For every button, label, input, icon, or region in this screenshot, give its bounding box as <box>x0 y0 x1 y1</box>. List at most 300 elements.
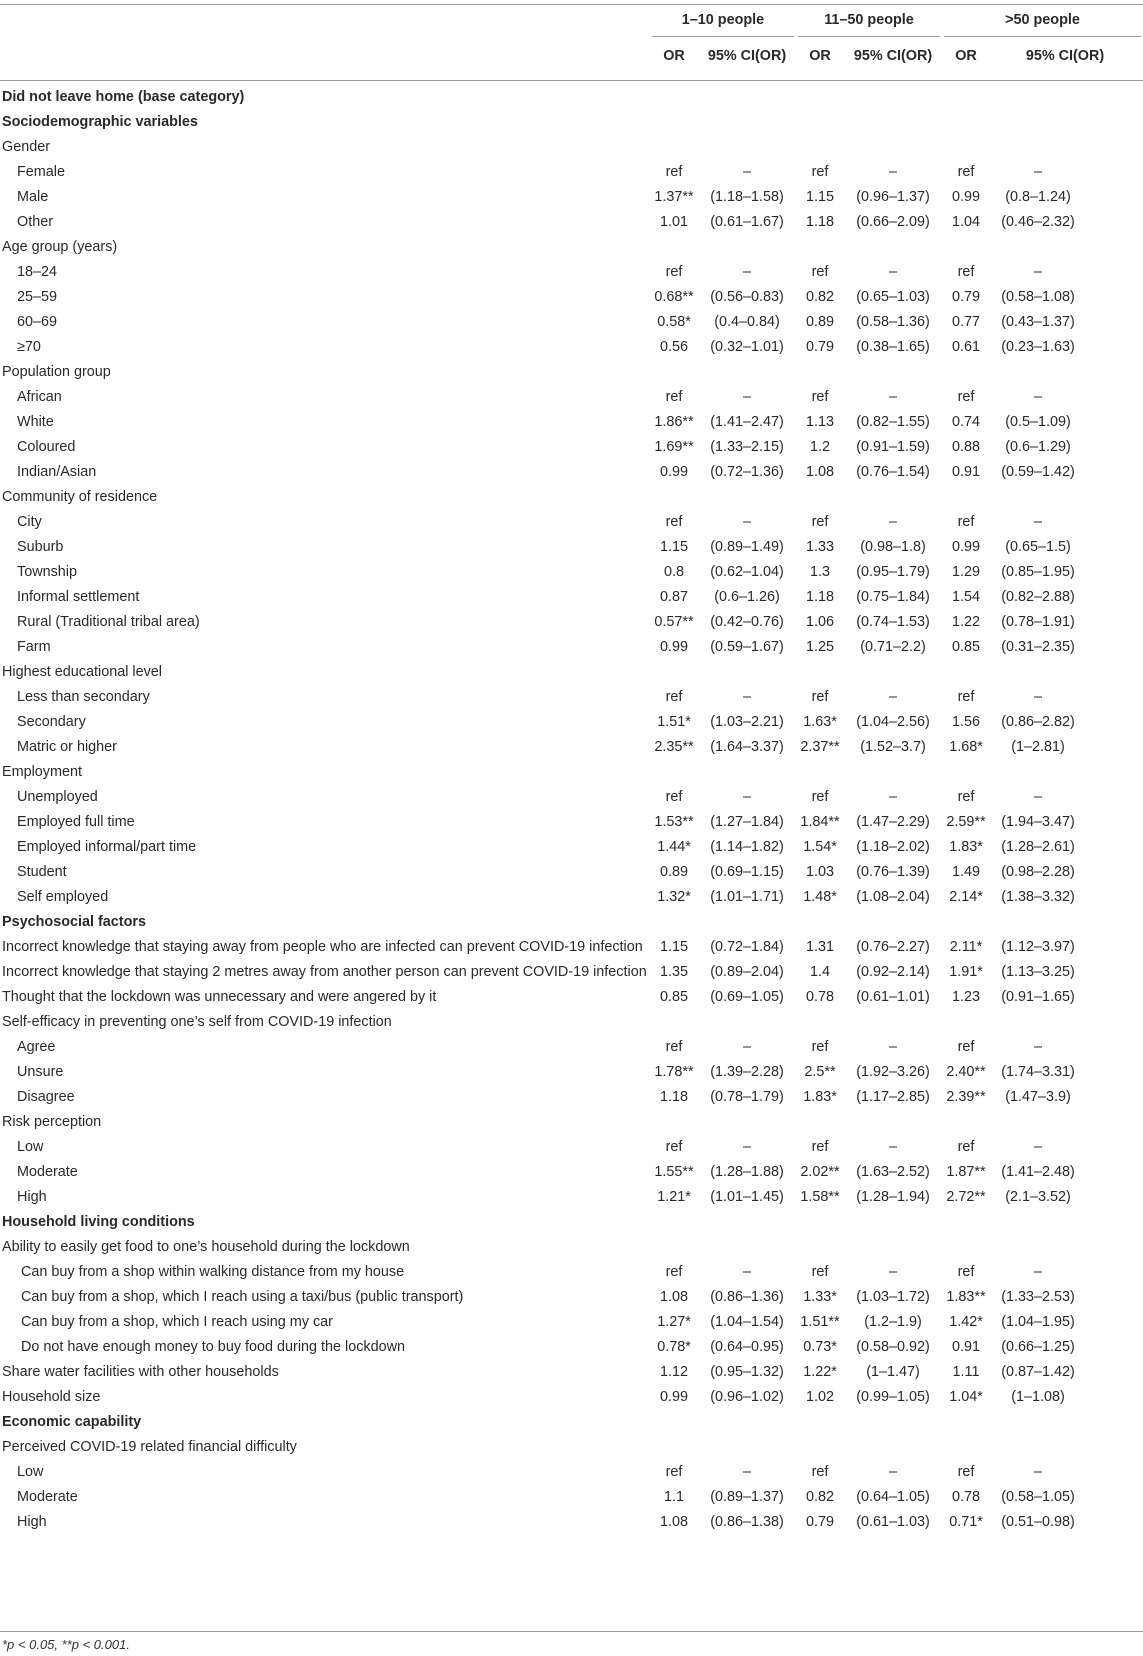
confidence-interval-cell: (0.86–1.36) <box>710 1289 784 1305</box>
confidence-interval-cell: (1.28–1.94) <box>856 1189 930 1205</box>
odds-ratio-cell: 1.08 <box>659 1289 688 1305</box>
confidence-interval-cell: (0.72–1.84) <box>710 939 784 955</box>
confidence-interval-cell: (1.04–1.95) <box>1001 1314 1075 1330</box>
odds-ratio-cell: 0.99 <box>951 539 980 555</box>
odds-ratio-cell: ref <box>957 264 975 280</box>
table-row <box>0 860 1143 885</box>
confidence-interval-cell: (0.71–2.2) <box>860 639 926 655</box>
confidence-interval-cell: (0.59–1.42) <box>1001 464 1075 480</box>
confidence-interval-cell: (1.12–3.97) <box>1001 939 1075 955</box>
odds-ratio-cell: ref <box>957 1464 975 1480</box>
odds-ratio-cell: ref <box>665 789 683 805</box>
odds-ratio-cell: 0.79 <box>805 1514 834 1530</box>
table-row <box>0 985 1143 1010</box>
col-header-or: OR <box>663 48 685 64</box>
odds-ratio-cell: 0.88 <box>951 439 980 455</box>
confidence-interval-cell: – <box>1033 1264 1042 1280</box>
confidence-interval-cell: (1.39–2.28) <box>710 1064 784 1080</box>
row-label: Township <box>17 564 77 580</box>
confidence-interval-cell: – <box>888 689 897 705</box>
confidence-interval-cell: (0.66–1.25) <box>1001 1339 1075 1355</box>
odds-ratio-cell: 1.08 <box>805 464 834 480</box>
confidence-interval-cell: (0.56–0.83) <box>710 289 784 305</box>
table-row <box>0 960 1143 985</box>
odds-ratio-cell: 2.37** <box>800 739 840 755</box>
odds-ratio-cell: 1.29 <box>951 564 980 580</box>
confidence-interval-cell: – <box>742 1264 751 1280</box>
confidence-interval-cell: (0.76–2.27) <box>856 939 930 955</box>
odds-ratio-cell: 1.03 <box>805 864 834 880</box>
row-label: Highest educational level <box>2 664 162 680</box>
group-header-over-50: >50 people <box>1005 12 1080 28</box>
odds-ratio-cell: ref <box>665 164 683 180</box>
table-row <box>0 1260 1143 1285</box>
odds-ratio-cell: ref <box>811 264 829 280</box>
odds-ratio-cell: 1.27* <box>657 1314 691 1330</box>
row-label: Employed full time <box>17 814 135 830</box>
odds-ratio-cell: 0.91 <box>951 464 980 480</box>
odds-ratio-cell: ref <box>811 1464 829 1480</box>
confidence-interval-cell: – <box>742 164 751 180</box>
table-row <box>0 910 1143 935</box>
table-row <box>0 1085 1143 1110</box>
row-label: City <box>17 514 42 530</box>
row-label: Can buy from a shop, which I reach using my car <box>21 1314 333 1330</box>
table-row <box>0 435 1143 460</box>
confidence-interval-cell: (0.89–1.49) <box>710 539 784 555</box>
table-row <box>0 1135 1143 1160</box>
confidence-interval-cell: (1.27–1.84) <box>710 814 784 830</box>
row-label: White <box>17 414 54 430</box>
table-row <box>0 1285 1143 1310</box>
odds-ratio-cell: ref <box>811 164 829 180</box>
confidence-interval-cell: (0.6–1.29) <box>1005 439 1071 455</box>
odds-ratio-cell: ref <box>665 514 683 530</box>
bottom-rule <box>0 1631 1143 1632</box>
odds-ratio-cell: 2.11* <box>949 939 983 955</box>
odds-ratio-cell: ref <box>665 1039 683 1055</box>
odds-ratio-cell: 1.51** <box>800 1314 840 1330</box>
col-header-or: OR <box>955 48 977 64</box>
table-row <box>0 510 1143 535</box>
table-row <box>0 760 1143 785</box>
confidence-interval-cell: (0.87–1.42) <box>1001 1364 1075 1380</box>
odds-ratio-cell: 1.08 <box>659 1514 688 1530</box>
odds-ratio-cell: ref <box>665 389 683 405</box>
odds-ratio-cell: 1.12 <box>659 1364 688 1380</box>
section-heading: Sociodemographic variables <box>2 114 198 130</box>
confidence-interval-cell: (1.74–3.31) <box>1001 1064 1075 1080</box>
row-label: Matric or higher <box>17 739 117 755</box>
odds-ratio-cell: 1.23 <box>951 989 980 1005</box>
confidence-interval-cell: (1–1.08) <box>1011 1389 1065 1405</box>
odds-ratio-cell: 0.82 <box>805 1489 834 1505</box>
table-row <box>0 1310 1143 1335</box>
table-row <box>0 210 1143 235</box>
odds-ratio-cell: 2.5** <box>804 1064 836 1080</box>
confidence-interval-cell: (0.32–1.01) <box>710 339 784 355</box>
odds-ratio-cell: ref <box>811 789 829 805</box>
table-row <box>0 1210 1143 1235</box>
odds-ratio-cell: 1.68* <box>949 739 983 755</box>
odds-ratio-cell: 1.01 <box>659 214 688 230</box>
confidence-interval-cell: – <box>1033 689 1042 705</box>
col-header-or: OR <box>809 48 831 64</box>
col-header-ci: 95% CI(OR) <box>853 48 933 64</box>
odds-ratio-cell: ref <box>811 689 829 705</box>
table-row <box>0 1160 1143 1185</box>
confidence-interval-cell: (1.47–3.9) <box>1005 1089 1071 1105</box>
table-row <box>0 385 1143 410</box>
confidence-interval-cell: (1.38–3.32) <box>1001 889 1075 905</box>
odds-ratio-cell: ref <box>665 1139 683 1155</box>
row-label: 25–59 <box>17 289 58 305</box>
confidence-interval-cell: (0.43–1.37) <box>1001 314 1075 330</box>
confidence-interval-cell: (1.52–3.7) <box>860 739 926 755</box>
confidence-interval-cell: (0.91–1.59) <box>856 439 930 455</box>
confidence-interval-cell: – <box>888 1039 897 1055</box>
confidence-interval-cell: (0.96–1.37) <box>856 189 930 205</box>
confidence-interval-cell: (0.4–0.84) <box>714 314 780 330</box>
odds-ratio-cell: 1.83* <box>803 1089 837 1105</box>
section-heading: Household living conditions <box>2 1214 195 1230</box>
odds-ratio-cell: 0.57** <box>654 614 694 630</box>
group-header-1-10: 1–10 people <box>681 12 765 28</box>
odds-ratio-cell: 0.56 <box>659 339 688 355</box>
odds-ratio-cell: ref <box>665 1264 683 1280</box>
row-label: Community of residence <box>2 489 158 505</box>
odds-ratio-cell: 1.1 <box>663 1489 684 1505</box>
confidence-interval-cell: (0.51–0.98) <box>1001 1514 1075 1530</box>
odds-ratio-cell: 0.99 <box>951 189 980 205</box>
row-label: Risk perception <box>2 1114 102 1130</box>
odds-ratio-cell: 1.42* <box>949 1314 983 1330</box>
confidence-interval-cell: – <box>888 789 897 805</box>
confidence-interval-cell: (0.98–1.8) <box>860 539 926 555</box>
table-row <box>0 885 1143 910</box>
confidence-interval-cell: (0.61–1.03) <box>856 1514 930 1530</box>
odds-ratio-cell: 2.39** <box>946 1089 986 1105</box>
table-row <box>0 735 1143 760</box>
odds-ratio-cell: 1.58** <box>800 1189 840 1205</box>
odds-ratio-cell: 1.25 <box>805 639 834 655</box>
confidence-interval-cell: (0.66–2.09) <box>856 214 930 230</box>
confidence-interval-cell: (1.01–1.45) <box>710 1189 784 1205</box>
row-label: Can buy from a shop, which I reach using a taxi/bus (public transport) <box>21 1289 464 1305</box>
section-heading: Psychosocial factors <box>2 914 146 930</box>
confidence-interval-cell: (0.58–1.08) <box>1001 289 1075 305</box>
odds-ratio-cell: 1.18 <box>659 1089 688 1105</box>
odds-ratio-cell: ref <box>957 1139 975 1155</box>
confidence-interval-cell: (0.92–2.14) <box>856 964 930 980</box>
odds-ratio-cell: 1.18 <box>805 214 834 230</box>
odds-ratio-cell: 0.71* <box>949 1514 983 1530</box>
col-header-ci: 95% CI(OR) <box>1025 48 1105 64</box>
odds-ratio-cell: 1.56 <box>951 714 980 730</box>
table-row <box>0 585 1143 610</box>
odds-ratio-cell: 0.89 <box>805 314 834 330</box>
odds-ratio-cell: 2.02** <box>800 1164 840 1180</box>
table-row <box>0 785 1143 810</box>
table-row <box>0 1185 1143 1210</box>
odds-ratio-cell: 1.33* <box>803 1289 837 1305</box>
table-row <box>0 1485 1143 1510</box>
confidence-interval-cell: (1.92–3.26) <box>856 1064 930 1080</box>
row-label: Population group <box>2 364 111 380</box>
row-label: ≥70 <box>17 339 41 355</box>
odds-ratio-cell: ref <box>957 164 975 180</box>
table-row <box>0 660 1143 685</box>
confidence-interval-cell: (1.64–3.37) <box>710 739 784 755</box>
odds-ratio-cell: 0.78 <box>951 1489 980 1505</box>
odds-ratio-cell: 1.48* <box>803 889 837 905</box>
row-label: Household size <box>2 1389 101 1405</box>
odds-ratio-cell: 0.68** <box>654 289 694 305</box>
confidence-interval-cell: (0.82–2.88) <box>1001 589 1075 605</box>
confidence-interval-cell: (0.61–1.01) <box>856 989 930 1005</box>
confidence-interval-cell: – <box>888 1264 897 1280</box>
confidence-interval-cell: (0.64–0.95) <box>710 1339 784 1355</box>
confidence-interval-cell: (0.76–1.54) <box>856 464 930 480</box>
confidence-interval-cell: (1.47–2.29) <box>856 814 930 830</box>
odds-ratio-cell: 1.78** <box>654 1064 694 1080</box>
row-label: Low <box>17 1139 44 1155</box>
row-label: African <box>17 389 62 405</box>
confidence-interval-cell: (0.69–1.15) <box>710 864 784 880</box>
odds-ratio-cell: 1.63* <box>803 714 837 730</box>
confidence-interval-cell: (0.58–1.36) <box>856 314 930 330</box>
row-label: Can buy from a shop within walking distance from my house <box>21 1264 405 1280</box>
table-row <box>0 1435 1143 1460</box>
confidence-interval-cell: (0.78–1.79) <box>710 1089 784 1105</box>
confidence-interval-cell: (2.1–3.52) <box>1005 1189 1071 1205</box>
confidence-interval-cell: – <box>888 164 897 180</box>
odds-ratio-cell: 1.15 <box>659 939 688 955</box>
odds-ratio-cell: ref <box>957 689 975 705</box>
row-label: Female <box>17 164 65 180</box>
odds-ratio-cell: 1.2 <box>809 439 830 455</box>
confidence-interval-cell: (0.58–0.92) <box>856 1339 930 1355</box>
confidence-interval-cell: (0.38–1.65) <box>856 339 930 355</box>
row-label: Perceived COVID-19 related financial difficulty <box>2 1439 297 1455</box>
confidence-interval-cell: (0.76–1.39) <box>856 864 930 880</box>
group-rule-3 <box>944 36 1141 37</box>
odds-ratio-cell: 1.13 <box>805 414 834 430</box>
confidence-interval-cell: (0.59–1.67) <box>710 639 784 655</box>
odds-ratio-cell: 1.44* <box>657 839 691 855</box>
odds-ratio-cell: 0.77 <box>951 314 980 330</box>
table-row <box>0 1235 1143 1260</box>
confidence-interval-cell: (1.08–2.04) <box>856 889 930 905</box>
row-label: Thought that the lockdown was unnecessary and were angered by it <box>2 989 437 1005</box>
confidence-interval-cell: – <box>742 1039 751 1055</box>
confidence-interval-cell: (0.95–1.79) <box>856 564 930 580</box>
confidence-interval-cell: – <box>742 514 751 530</box>
confidence-interval-cell: (1.14–1.82) <box>710 839 784 855</box>
table-row <box>0 160 1143 185</box>
odds-ratio-cell: 0.87 <box>659 589 688 605</box>
odds-ratio-cell: 1.54 <box>951 589 980 605</box>
confidence-interval-cell: (1.2–1.9) <box>864 1314 922 1330</box>
confidence-interval-cell: (1.41–2.48) <box>1001 1164 1075 1180</box>
odds-ratio-cell: ref <box>665 689 683 705</box>
table-row <box>0 1010 1143 1035</box>
odds-ratio-cell: 1.53** <box>654 814 694 830</box>
odds-ratio-cell: 1.4 <box>809 964 830 980</box>
confidence-interval-cell: (1.18–2.02) <box>856 839 930 855</box>
row-label: Suburb <box>17 539 64 555</box>
confidence-interval-cell: (1.28–1.88) <box>710 1164 784 1180</box>
table-row <box>0 1060 1143 1085</box>
confidence-interval-cell: – <box>1033 514 1042 530</box>
confidence-interval-cell: (0.86–1.38) <box>710 1514 784 1530</box>
odds-ratio-cell: ref <box>811 1039 829 1055</box>
confidence-interval-cell: (0.5–1.09) <box>1005 414 1071 430</box>
confidence-interval-cell: (0.65–1.5) <box>1005 539 1071 555</box>
table-row <box>0 1110 1143 1135</box>
row-label: Self-efficacy in preventing one’s self from COVID-19 infection <box>2 1014 392 1030</box>
confidence-interval-cell: (0.62–1.04) <box>710 564 784 580</box>
confidence-interval-cell: (0.58–1.05) <box>1001 1489 1075 1505</box>
table-row <box>0 535 1143 560</box>
col-header-ci: 95% CI(OR) <box>707 48 787 64</box>
odds-ratio-cell: 0.78* <box>657 1339 691 1355</box>
confidence-interval-cell: (1–2.81) <box>1011 739 1065 755</box>
row-label: Other <box>17 214 53 230</box>
group-rule-2 <box>798 36 940 37</box>
confidence-interval-cell: (1.33–2.53) <box>1001 1289 1075 1305</box>
odds-ratio-cell: 1.86** <box>654 414 694 430</box>
table-row <box>0 185 1143 210</box>
confidence-interval-cell: (1.13–3.25) <box>1001 964 1075 980</box>
table-row <box>0 935 1143 960</box>
confidence-interval-cell: – <box>742 1464 751 1480</box>
table-row <box>0 1335 1143 1360</box>
odds-ratio-cell: 1.04* <box>949 1389 983 1405</box>
odds-ratio-cell: 0.74 <box>951 414 980 430</box>
odds-ratio-cell: 0.99 <box>659 1389 688 1405</box>
confidence-interval-cell: – <box>1033 389 1042 405</box>
row-label: Self employed <box>17 889 109 905</box>
confidence-interval-cell: (1.63–2.52) <box>856 1164 930 1180</box>
table-row <box>0 360 1143 385</box>
odds-ratio-cell: 1.55** <box>654 1164 694 1180</box>
odds-ratio-cell: 2.59** <box>946 814 986 830</box>
confidence-interval-cell: (1.01–1.71) <box>710 889 784 905</box>
odds-ratio-cell: 0.79 <box>951 289 980 305</box>
confidence-interval-cell: (1–1.47) <box>866 1364 920 1380</box>
confidence-interval-cell: (0.74–1.53) <box>856 614 930 630</box>
footnote: *p < 0.05, **p < 0.001. <box>2 1637 130 1652</box>
table-row <box>0 285 1143 310</box>
row-label: Less than secondary <box>17 689 150 705</box>
confidence-interval-cell: – <box>742 389 751 405</box>
confidence-interval-cell: (0.89–2.04) <box>710 964 784 980</box>
table-row <box>0 635 1143 660</box>
row-label: Incorrect knowledge that staying away from people who are infected can prevent COVID-19 infection <box>2 939 643 955</box>
row-label: 60–69 <box>17 314 58 330</box>
odds-ratio-cell: 1.31 <box>805 939 834 955</box>
odds-ratio-cell: 1.21* <box>657 1189 691 1205</box>
confidence-interval-cell: (0.64–1.05) <box>856 1489 930 1505</box>
row-label: High <box>17 1189 47 1205</box>
table-row <box>0 710 1143 735</box>
odds-ratio-cell: ref <box>811 1139 829 1155</box>
table-row <box>0 1360 1143 1385</box>
group-header-11-50: 11–50 people <box>824 12 914 28</box>
confidence-interval-cell: (0.23–1.63) <box>1001 339 1075 355</box>
confidence-interval-cell: (0.78–1.91) <box>1001 614 1075 630</box>
confidence-interval-cell: (1.04–1.54) <box>710 1314 784 1330</box>
odds-ratio-cell: 1.32* <box>657 889 691 905</box>
confidence-interval-cell: (0.89–1.37) <box>710 1489 784 1505</box>
row-label: Incorrect knowledge that staying 2 metres away from another person can prevent COVID-19 infection <box>2 964 647 980</box>
row-label: Share water facilities with other households <box>2 1364 279 1380</box>
odds-ratio-cell: 1.3 <box>809 564 830 580</box>
odds-ratio-cell: 0.99 <box>659 464 688 480</box>
confidence-interval-cell: (0.99–1.05) <box>856 1389 930 1405</box>
odds-ratio-cell: 1.15 <box>805 189 834 205</box>
confidence-interval-cell: – <box>1033 1039 1042 1055</box>
odds-ratio-cell: 0.78 <box>805 989 834 1005</box>
confidence-interval-cell: (1.18–1.58) <box>710 189 784 205</box>
table-row <box>0 610 1143 635</box>
row-label: Agree <box>17 1039 56 1055</box>
odds-ratio-cell: 1.35 <box>659 964 688 980</box>
row-label: Informal settlement <box>17 589 140 605</box>
odds-ratio-cell: 1.83* <box>949 839 983 855</box>
confidence-interval-cell: (1.41–2.47) <box>710 414 784 430</box>
confidence-interval-cell: (1.17–2.85) <box>856 1089 930 1105</box>
row-label: 18–24 <box>17 264 58 280</box>
confidence-interval-cell: (0.91–1.65) <box>1001 989 1075 1005</box>
confidence-interval-cell: (0.6–1.26) <box>714 589 780 605</box>
table-row <box>0 685 1143 710</box>
row-label: Coloured <box>17 439 76 455</box>
confidence-interval-cell: – <box>888 1139 897 1155</box>
row-label: Moderate <box>17 1164 78 1180</box>
confidence-interval-cell: – <box>742 1139 751 1155</box>
odds-ratio-cell: 1.49 <box>951 864 980 880</box>
odds-ratio-cell: 1.54* <box>803 839 837 855</box>
table-row <box>0 410 1143 435</box>
odds-ratio-cell: 1.83** <box>946 1289 986 1305</box>
row-label: Student <box>17 864 67 880</box>
table-row <box>0 335 1143 360</box>
odds-ratio-cell: 2.72** <box>946 1189 986 1205</box>
odds-ratio-cell: 1.04 <box>951 214 980 230</box>
confidence-interval-cell: (0.65–1.03) <box>856 289 930 305</box>
confidence-interval-cell: (0.75–1.84) <box>856 589 930 605</box>
odds-ratio-cell: 1.22 <box>951 614 980 630</box>
odds-ratio-cell: 0.61 <box>951 339 980 355</box>
confidence-interval-cell: (0.95–1.32) <box>710 1364 784 1380</box>
table-row <box>0 1410 1143 1435</box>
odds-ratio-cell: 1.33 <box>805 539 834 555</box>
row-label: Male <box>17 189 49 205</box>
table-row <box>0 485 1143 510</box>
table-row <box>0 1385 1143 1410</box>
table-row <box>0 560 1143 585</box>
row-label: High <box>17 1514 47 1530</box>
confidence-interval-cell: – <box>888 389 897 405</box>
group-rule-1 <box>652 36 794 37</box>
confidence-interval-cell: – <box>742 789 751 805</box>
confidence-interval-cell: (0.61–1.67) <box>710 214 784 230</box>
table-row <box>0 85 1143 110</box>
odds-ratio-cell: 1.02 <box>805 1389 834 1405</box>
odds-ratio-cell: ref <box>811 389 829 405</box>
